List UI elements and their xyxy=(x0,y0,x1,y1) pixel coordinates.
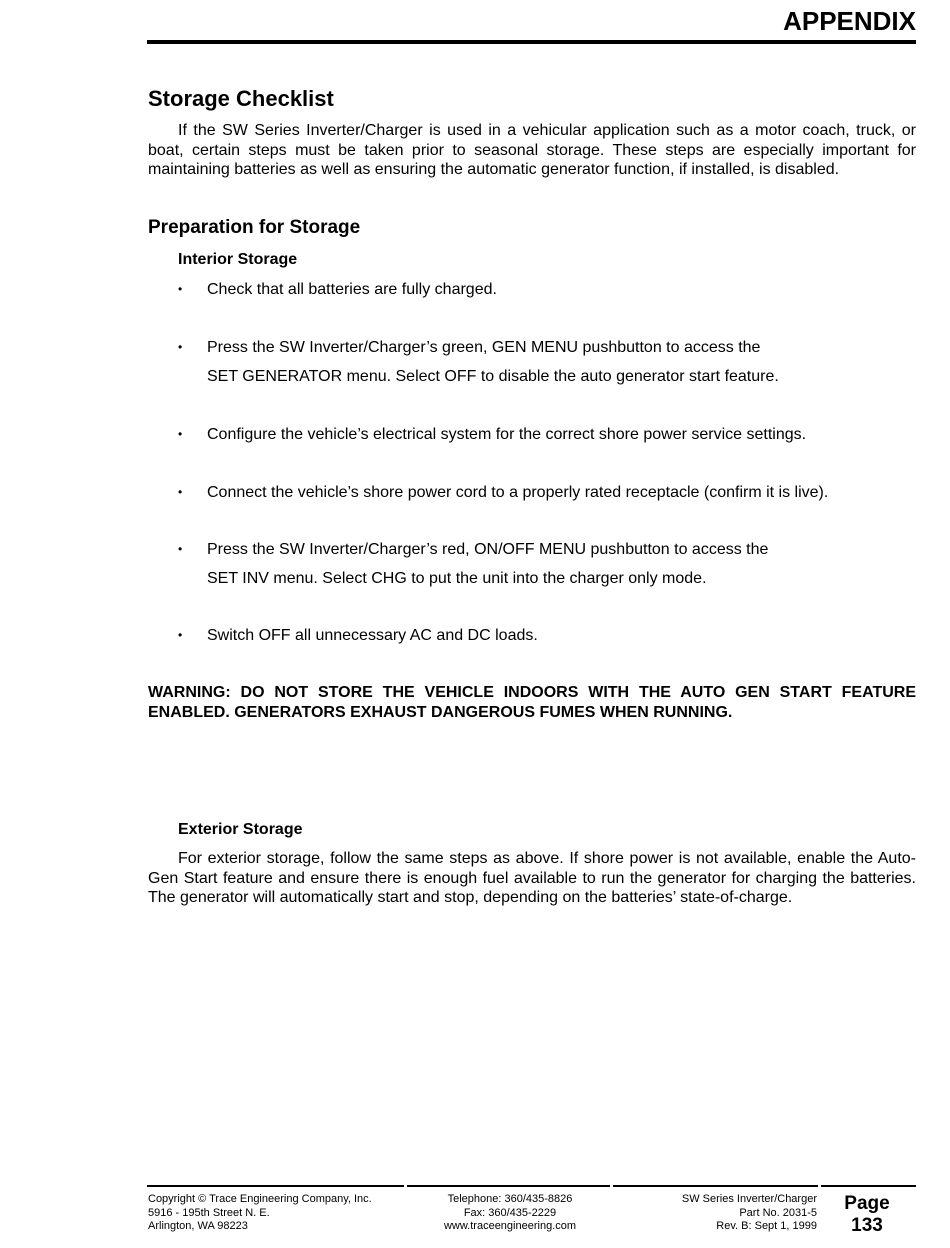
checklist-item-line: Connect the vehicle’s shore power cord to a properly rated receptacle (confirm it is live). xyxy=(207,484,829,501)
checklist-item-line: Switch OFF all unnecessary AC and DC loads. xyxy=(207,627,538,644)
footer-product xyxy=(682,1193,817,1234)
bullet-icon: • xyxy=(178,340,183,354)
page-label: Page xyxy=(844,1193,890,1214)
checklist-item-line: SET INV menu. Select CHG to put the unit into the charger only mode. xyxy=(207,570,707,587)
footer-contact xyxy=(410,1193,610,1234)
copyright-text: Copyright © Trace Engineering Company, Inc. xyxy=(148,1193,372,1205)
city-address: Arlington, WA 98223 xyxy=(148,1220,248,1232)
header-divider xyxy=(147,40,916,44)
warning-notice: WARNING: DO NOT STORE THE VEHICLE INDOORS WITH THE AUTO GEN START FEATURE ENABLED. GENERATORS EXHAUST DANGEROUS FUMES WHEN RUNNING. xyxy=(148,684,916,721)
revision-date: Rev. B: Sept 1, 1999 xyxy=(716,1220,817,1232)
bullet-icon: • xyxy=(178,628,183,642)
bullet-icon: • xyxy=(178,485,183,499)
checklist-item-line: Configure the vehicle’s electrical system for the correct shore power service settings. xyxy=(207,426,807,443)
page-title: Storage Checklist xyxy=(148,86,334,111)
product-name: SW Series Inverter/Charger xyxy=(681,1193,817,1205)
page-number: 133 xyxy=(851,1215,883,1236)
telephone-text: Telephone: 360/435-8826 xyxy=(447,1193,573,1205)
checklist-item-line: Press the SW Inverter/Charger’s red, ON/OFF MENU pushbutton to access the xyxy=(207,541,769,558)
footer-divider xyxy=(613,1185,818,1187)
checklist-item-line: Check that all batteries are fully charged. xyxy=(207,281,497,298)
interior-storage-heading: Interior Storage xyxy=(178,251,298,268)
section-title: APPENDIX xyxy=(783,6,916,36)
footer-company xyxy=(148,1193,372,1234)
bullet-icon: • xyxy=(178,427,183,441)
website-text: www.traceengineering.com xyxy=(443,1220,577,1232)
preparation-heading: Preparation for Storage xyxy=(148,217,361,238)
checklist-item-line: Press the SW Inverter/Charger’s green, GEN MENU pushbutton to access the xyxy=(207,339,761,356)
footer-divider xyxy=(147,1185,404,1187)
bullet-icon: • xyxy=(178,282,183,296)
fax-text: Fax: 360/435-2229 xyxy=(463,1206,557,1219)
intro-paragraph: If the SW Series Inverter/Charger is used in a vehicular application such as a motor coach, truck, or boat, certain steps must be taken prior to seasonal storage. These steps are especially important for maintaining batteries as well as ensuring the automatic generator function, if installed, is disabled. xyxy=(148,122,916,178)
bullet-icon: • xyxy=(178,542,183,556)
footer-divider xyxy=(407,1185,610,1187)
part-number: Part No. 2031-5 xyxy=(739,1206,817,1219)
checklist-item-line: SET GENERATOR menu. Select OFF to disable the auto generator start feature. xyxy=(207,368,779,385)
footer-divider xyxy=(821,1185,916,1187)
street-address: 5916 - 195th Street N. E. xyxy=(148,1206,270,1219)
exterior-paragraph: For exterior storage, follow the same steps as above. If shore power is not available, enable the Auto-Gen Start feature and ensure there is enough fuel available to run the generator for charging the batteries. The generator will automatically start and stop, depending on the batteries’ state-of-charge. xyxy=(148,850,916,906)
page-number-block xyxy=(838,1193,896,1237)
exterior-storage-heading: Exterior Storage xyxy=(178,821,303,838)
